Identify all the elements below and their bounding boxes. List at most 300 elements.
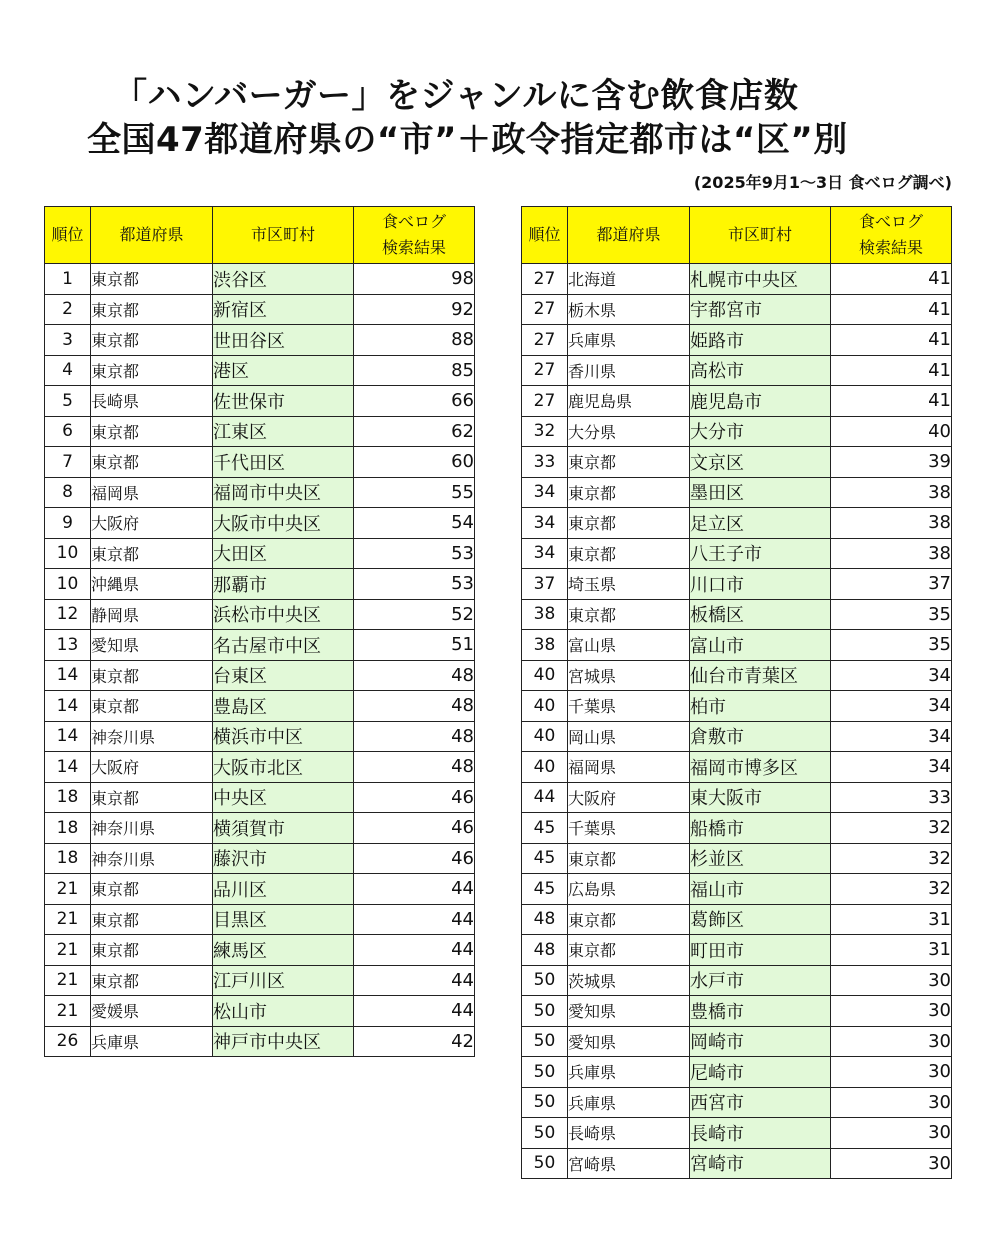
city-cell: 町田市: [690, 935, 831, 966]
table-row: [45, 782, 475, 813]
count-cell: 53: [354, 538, 475, 569]
count-cell: 30: [831, 1057, 952, 1088]
rank-cell: 48: [522, 904, 568, 935]
city-cell: 文京区: [690, 447, 831, 478]
count-cell: 30: [831, 1087, 952, 1118]
rank-cell: 5: [45, 386, 91, 417]
rank-cell: 50: [522, 965, 568, 996]
city-cell: 豊橋市: [690, 996, 831, 1027]
count-cell: 37: [831, 569, 952, 600]
city-cell: 大阪市中央区: [213, 508, 354, 539]
city-cell: 仙台市青葉区: [690, 660, 831, 691]
table-row: [45, 843, 475, 874]
rank-cell: 21: [45, 965, 91, 996]
rank-cell: 4: [45, 355, 91, 386]
rank-cell: 50: [522, 1026, 568, 1057]
rank-cell: 45: [522, 843, 568, 874]
count-cell: 40: [831, 416, 952, 447]
rank-cell: 1: [45, 264, 91, 295]
table-row: [522, 813, 952, 844]
rank-cell: 38: [522, 599, 568, 630]
prefecture-cell: 東京都: [91, 874, 213, 905]
rank-cell: 34: [522, 538, 568, 569]
table-row: [45, 996, 475, 1027]
table-row: [45, 325, 475, 356]
rank-cell: 18: [45, 813, 91, 844]
city-cell: 那覇市: [213, 569, 354, 600]
rank-cell: 27: [522, 264, 568, 295]
count-cell: 41: [831, 355, 952, 386]
rank-cell: 27: [522, 355, 568, 386]
count-cell: 62: [354, 416, 475, 447]
prefecture-cell: 東京都: [91, 416, 213, 447]
table-row: [45, 599, 475, 630]
city-cell: 浜松市中央区: [213, 599, 354, 630]
city-cell: 葛飾区: [690, 904, 831, 935]
prefecture-cell: 愛知県: [568, 1026, 690, 1057]
rank-cell: 33: [522, 447, 568, 478]
count-cell: 31: [831, 935, 952, 966]
header-rank: 順位: [522, 207, 568, 264]
table-header-row: [45, 207, 475, 264]
table-row: [45, 416, 475, 447]
count-cell: 51: [354, 630, 475, 661]
table-row: [522, 1026, 952, 1057]
count-cell: 48: [354, 660, 475, 691]
header-prefecture: 都道府県: [568, 207, 690, 264]
rank-cell: 45: [522, 813, 568, 844]
table-row: [45, 965, 475, 996]
count-cell: 48: [354, 752, 475, 783]
rank-cell: 45: [522, 874, 568, 905]
rank-cell: 14: [45, 721, 91, 752]
rank-cell: 44: [522, 782, 568, 813]
table-row: [45, 386, 475, 417]
prefecture-cell: 富山県: [568, 630, 690, 661]
city-cell: 岡崎市: [690, 1026, 831, 1057]
prefecture-cell: 神奈川県: [91, 813, 213, 844]
prefecture-cell: 千葉県: [568, 691, 690, 722]
table-row: [45, 477, 475, 508]
table-row: [522, 1148, 952, 1179]
rank-cell: 50: [522, 1148, 568, 1179]
header-city: 市区町村: [690, 207, 831, 264]
table-row: [522, 447, 952, 478]
prefecture-cell: 鹿児島県: [568, 386, 690, 417]
city-cell: 豊島区: [213, 691, 354, 722]
header-count-line-2: 検索結果: [858, 238, 923, 257]
prefecture-cell: 長崎県: [91, 386, 213, 417]
rank-cell: 27: [522, 325, 568, 356]
header-count-line-1: 食べログ: [381, 212, 446, 231]
city-cell: 墨田区: [690, 477, 831, 508]
city-cell: 江戸川区: [213, 965, 354, 996]
count-cell: 52: [354, 599, 475, 630]
rank-cell: 10: [45, 538, 91, 569]
header-count-line-1: 食べログ: [858, 212, 923, 231]
table-row: [522, 508, 952, 539]
rank-cell: 26: [45, 1026, 91, 1057]
prefecture-cell: 静岡県: [91, 599, 213, 630]
rank-cell: 2: [45, 294, 91, 325]
count-cell: 85: [354, 355, 475, 386]
city-cell: 板橋区: [690, 599, 831, 630]
rank-cell: 21: [45, 935, 91, 966]
table-row: [45, 447, 475, 478]
table-row: [522, 996, 952, 1027]
table-row: [522, 355, 952, 386]
rank-cell: 21: [45, 996, 91, 1027]
rank-cell: 27: [522, 386, 568, 417]
city-cell: 福岡市博多区: [690, 752, 831, 783]
table-row: [45, 1026, 475, 1057]
rank-cell: 3: [45, 325, 91, 356]
city-cell: 杉並区: [690, 843, 831, 874]
prefecture-cell: 岡山県: [568, 721, 690, 752]
prefecture-cell: 大阪府: [568, 782, 690, 813]
count-cell: 41: [831, 294, 952, 325]
count-cell: 88: [354, 325, 475, 356]
count-cell: 53: [354, 569, 475, 600]
city-cell: 足立区: [690, 508, 831, 539]
table-row: [522, 630, 952, 661]
rank-cell: 8: [45, 477, 91, 508]
prefecture-cell: 東京都: [91, 782, 213, 813]
prefecture-cell: 東京都: [91, 691, 213, 722]
count-cell: 44: [354, 904, 475, 935]
count-cell: 38: [831, 508, 952, 539]
city-cell: 宮崎市: [690, 1148, 831, 1179]
table-row: [45, 660, 475, 691]
count-cell: 44: [354, 935, 475, 966]
ranking-table-left-body: [45, 264, 475, 1057]
table-row: [522, 904, 952, 935]
table-row: [522, 782, 952, 813]
table-row: [45, 904, 475, 935]
table-row: [522, 935, 952, 966]
header-prefecture: 都道府県: [91, 207, 213, 264]
count-cell: 32: [831, 813, 952, 844]
city-cell: 横須賀市: [213, 813, 354, 844]
rank-cell: 50: [522, 1057, 568, 1088]
count-cell: 60: [354, 447, 475, 478]
header-rank: 順位: [45, 207, 91, 264]
city-cell: 柏市: [690, 691, 831, 722]
rank-cell: 34: [522, 477, 568, 508]
city-cell: 船橋市: [690, 813, 831, 844]
rank-cell: 14: [45, 691, 91, 722]
table-row: [45, 508, 475, 539]
count-cell: 30: [831, 965, 952, 996]
count-cell: 41: [831, 386, 952, 417]
city-cell: 大田区: [213, 538, 354, 569]
prefecture-cell: 大阪府: [91, 508, 213, 539]
rank-cell: 50: [522, 1118, 568, 1149]
table-header-row: [522, 207, 952, 264]
page-title-line-2: 全国47都道府県の“市”＋政令指定都市は“区”別: [87, 120, 848, 160]
city-cell: 江東区: [213, 416, 354, 447]
count-cell: 35: [831, 630, 952, 661]
table-row: [522, 965, 952, 996]
table-row: [522, 1087, 952, 1118]
prefecture-cell: 愛媛県: [91, 996, 213, 1027]
prefecture-cell: 東京都: [91, 904, 213, 935]
prefecture-cell: 東京都: [568, 477, 690, 508]
count-cell: 35: [831, 599, 952, 630]
count-cell: 44: [354, 874, 475, 905]
city-cell: 渋谷区: [213, 264, 354, 295]
prefecture-cell: 東京都: [568, 935, 690, 966]
prefecture-cell: 愛知県: [91, 630, 213, 661]
ranking-table-right-body: [522, 264, 952, 1179]
city-cell: 松山市: [213, 996, 354, 1027]
prefecture-cell: 東京都: [91, 294, 213, 325]
city-cell: 富山市: [690, 630, 831, 661]
rank-cell: 40: [522, 721, 568, 752]
source-note: (2025年9月1～3日 食べログ調べ): [693, 173, 952, 192]
city-cell: 八王子市: [690, 538, 831, 569]
count-cell: 38: [831, 477, 952, 508]
city-cell: 西宮市: [690, 1087, 831, 1118]
prefecture-cell: 兵庫県: [568, 1057, 690, 1088]
count-cell: 30: [831, 1118, 952, 1149]
count-cell: 54: [354, 508, 475, 539]
rank-cell: 27: [522, 294, 568, 325]
prefecture-cell: 東京都: [91, 264, 213, 295]
prefecture-cell: 東京都: [91, 965, 213, 996]
count-cell: 46: [354, 813, 475, 844]
city-cell: 目黒区: [213, 904, 354, 935]
table-row: [522, 1057, 952, 1088]
prefecture-cell: 兵庫県: [91, 1026, 213, 1057]
city-cell: 神戸市中央区: [213, 1026, 354, 1057]
count-cell: 30: [831, 1026, 952, 1057]
count-cell: 31: [831, 904, 952, 935]
table-row: [522, 325, 952, 356]
city-cell: 高松市: [690, 355, 831, 386]
rank-cell: 12: [45, 599, 91, 630]
table-row: [522, 386, 952, 417]
city-cell: 練馬区: [213, 935, 354, 966]
prefecture-cell: 兵庫県: [568, 1087, 690, 1118]
rank-cell: 21: [45, 904, 91, 935]
prefecture-cell: 神奈川県: [91, 721, 213, 752]
table-row: [45, 264, 475, 295]
table-row: [522, 599, 952, 630]
count-cell: 34: [831, 752, 952, 783]
count-cell: 48: [354, 691, 475, 722]
city-cell: 福山市: [690, 874, 831, 905]
table-row: [522, 477, 952, 508]
count-cell: 34: [831, 721, 952, 752]
table-row: [45, 294, 475, 325]
prefecture-cell: 東京都: [568, 508, 690, 539]
city-cell: 藤沢市: [213, 843, 354, 874]
city-cell: 世田谷区: [213, 325, 354, 356]
city-cell: 川口市: [690, 569, 831, 600]
prefecture-cell: 福岡県: [91, 477, 213, 508]
city-cell: 東大阪市: [690, 782, 831, 813]
rank-cell: 40: [522, 752, 568, 783]
city-cell: 品川区: [213, 874, 354, 905]
table-row: [522, 416, 952, 447]
prefecture-cell: 東京都: [91, 325, 213, 356]
table-row: [45, 630, 475, 661]
count-cell: 39: [831, 447, 952, 478]
table-row: [522, 1118, 952, 1149]
rank-cell: 13: [45, 630, 91, 661]
count-cell: 30: [831, 1148, 952, 1179]
rank-cell: 10: [45, 569, 91, 600]
city-cell: 水戸市: [690, 965, 831, 996]
table-row: [45, 721, 475, 752]
city-cell: 長崎市: [690, 1118, 831, 1149]
prefecture-cell: 大分県: [568, 416, 690, 447]
table-row: [45, 691, 475, 722]
city-cell: 千代田区: [213, 447, 354, 478]
prefecture-cell: 栃木県: [568, 294, 690, 325]
rank-cell: 18: [45, 782, 91, 813]
table-row: [522, 721, 952, 752]
count-cell: 92: [354, 294, 475, 325]
rank-cell: 37: [522, 569, 568, 600]
city-cell: 宇都宮市: [690, 294, 831, 325]
table-row: [522, 843, 952, 874]
table-row: [45, 813, 475, 844]
rank-cell: 9: [45, 508, 91, 539]
rank-cell: 48: [522, 935, 568, 966]
prefecture-cell: 東京都: [91, 935, 213, 966]
city-cell: 大阪市北区: [213, 752, 354, 783]
prefecture-cell: 埼玉県: [568, 569, 690, 600]
table-row: [522, 264, 952, 295]
prefecture-cell: 神奈川県: [91, 843, 213, 874]
rank-cell: 7: [45, 447, 91, 478]
prefecture-cell: 広島県: [568, 874, 690, 905]
prefecture-cell: 東京都: [91, 538, 213, 569]
count-cell: 44: [354, 965, 475, 996]
prefecture-cell: 東京都: [568, 447, 690, 478]
count-cell: 41: [831, 264, 952, 295]
rank-cell: 50: [522, 1087, 568, 1118]
prefecture-cell: 東京都: [91, 660, 213, 691]
city-cell: 横浜市中区: [213, 721, 354, 752]
prefecture-cell: 東京都: [568, 904, 690, 935]
count-cell: 30: [831, 996, 952, 1027]
prefecture-cell: 大阪府: [91, 752, 213, 783]
city-cell: 名古屋市中区: [213, 630, 354, 661]
prefecture-cell: 北海道: [568, 264, 690, 295]
prefecture-cell: 東京都: [568, 599, 690, 630]
city-cell: 台東区: [213, 660, 354, 691]
header-count: [354, 207, 475, 264]
count-cell: 34: [831, 691, 952, 722]
prefecture-cell: 東京都: [91, 355, 213, 386]
rank-cell: 40: [522, 691, 568, 722]
count-cell: 48: [354, 721, 475, 752]
ranking-table-right: [521, 206, 952, 1179]
table-row: [522, 660, 952, 691]
city-cell: 福岡市中央区: [213, 477, 354, 508]
count-cell: 41: [831, 325, 952, 356]
city-cell: 倉敷市: [690, 721, 831, 752]
rank-cell: 21: [45, 874, 91, 905]
rank-cell: 40: [522, 660, 568, 691]
prefecture-cell: 福岡県: [568, 752, 690, 783]
count-cell: 32: [831, 843, 952, 874]
count-cell: 32: [831, 874, 952, 905]
count-cell: 46: [354, 782, 475, 813]
table-row: [522, 874, 952, 905]
prefecture-cell: 兵庫県: [568, 325, 690, 356]
header-city: 市区町村: [213, 207, 354, 264]
ranking-table-left: [44, 206, 475, 1057]
count-cell: 66: [354, 386, 475, 417]
rank-cell: 32: [522, 416, 568, 447]
prefecture-cell: 宮城県: [568, 660, 690, 691]
table-row: [45, 569, 475, 600]
rank-cell: 18: [45, 843, 91, 874]
prefecture-cell: 茨城県: [568, 965, 690, 996]
table-row: [45, 874, 475, 905]
city-cell: 新宿区: [213, 294, 354, 325]
header-count: [831, 207, 952, 264]
count-cell: 33: [831, 782, 952, 813]
table-row: [45, 935, 475, 966]
prefecture-cell: 沖縄県: [91, 569, 213, 600]
prefecture-cell: 東京都: [91, 447, 213, 478]
prefecture-cell: 東京都: [568, 843, 690, 874]
city-cell: 港区: [213, 355, 354, 386]
count-cell: 46: [354, 843, 475, 874]
table-row: [45, 355, 475, 386]
prefecture-cell: 香川県: [568, 355, 690, 386]
header-count-line-2: 検索結果: [381, 238, 446, 257]
table-row: [45, 538, 475, 569]
prefecture-cell: 東京都: [568, 538, 690, 569]
city-cell: 姫路市: [690, 325, 831, 356]
city-cell: 佐世保市: [213, 386, 354, 417]
rank-cell: 14: [45, 660, 91, 691]
rank-cell: 38: [522, 630, 568, 661]
table-row: [522, 538, 952, 569]
city-cell: 中央区: [213, 782, 354, 813]
rank-cell: 50: [522, 996, 568, 1027]
rank-cell: 14: [45, 752, 91, 783]
city-cell: 尼崎市: [690, 1057, 831, 1088]
prefecture-cell: 宮崎県: [568, 1148, 690, 1179]
table-row: [522, 691, 952, 722]
count-cell: 44: [354, 996, 475, 1027]
table-row: [522, 294, 952, 325]
count-cell: 55: [354, 477, 475, 508]
table-row: [45, 752, 475, 783]
prefecture-cell: 長崎県: [568, 1118, 690, 1149]
count-cell: 98: [354, 264, 475, 295]
city-cell: 大分市: [690, 416, 831, 447]
rank-cell: 34: [522, 508, 568, 539]
prefecture-cell: 千葉県: [568, 813, 690, 844]
page-title-line-1: 「ハンバーガー」をジャンルに含む飲食店数: [113, 76, 799, 116]
count-cell: 42: [354, 1026, 475, 1057]
count-cell: 38: [831, 538, 952, 569]
city-cell: 鹿児島市: [690, 386, 831, 417]
city-cell: 札幌市中央区: [690, 264, 831, 295]
prefecture-cell: 愛知県: [568, 996, 690, 1027]
count-cell: 34: [831, 660, 952, 691]
rank-cell: 6: [45, 416, 91, 447]
table-row: [522, 569, 952, 600]
